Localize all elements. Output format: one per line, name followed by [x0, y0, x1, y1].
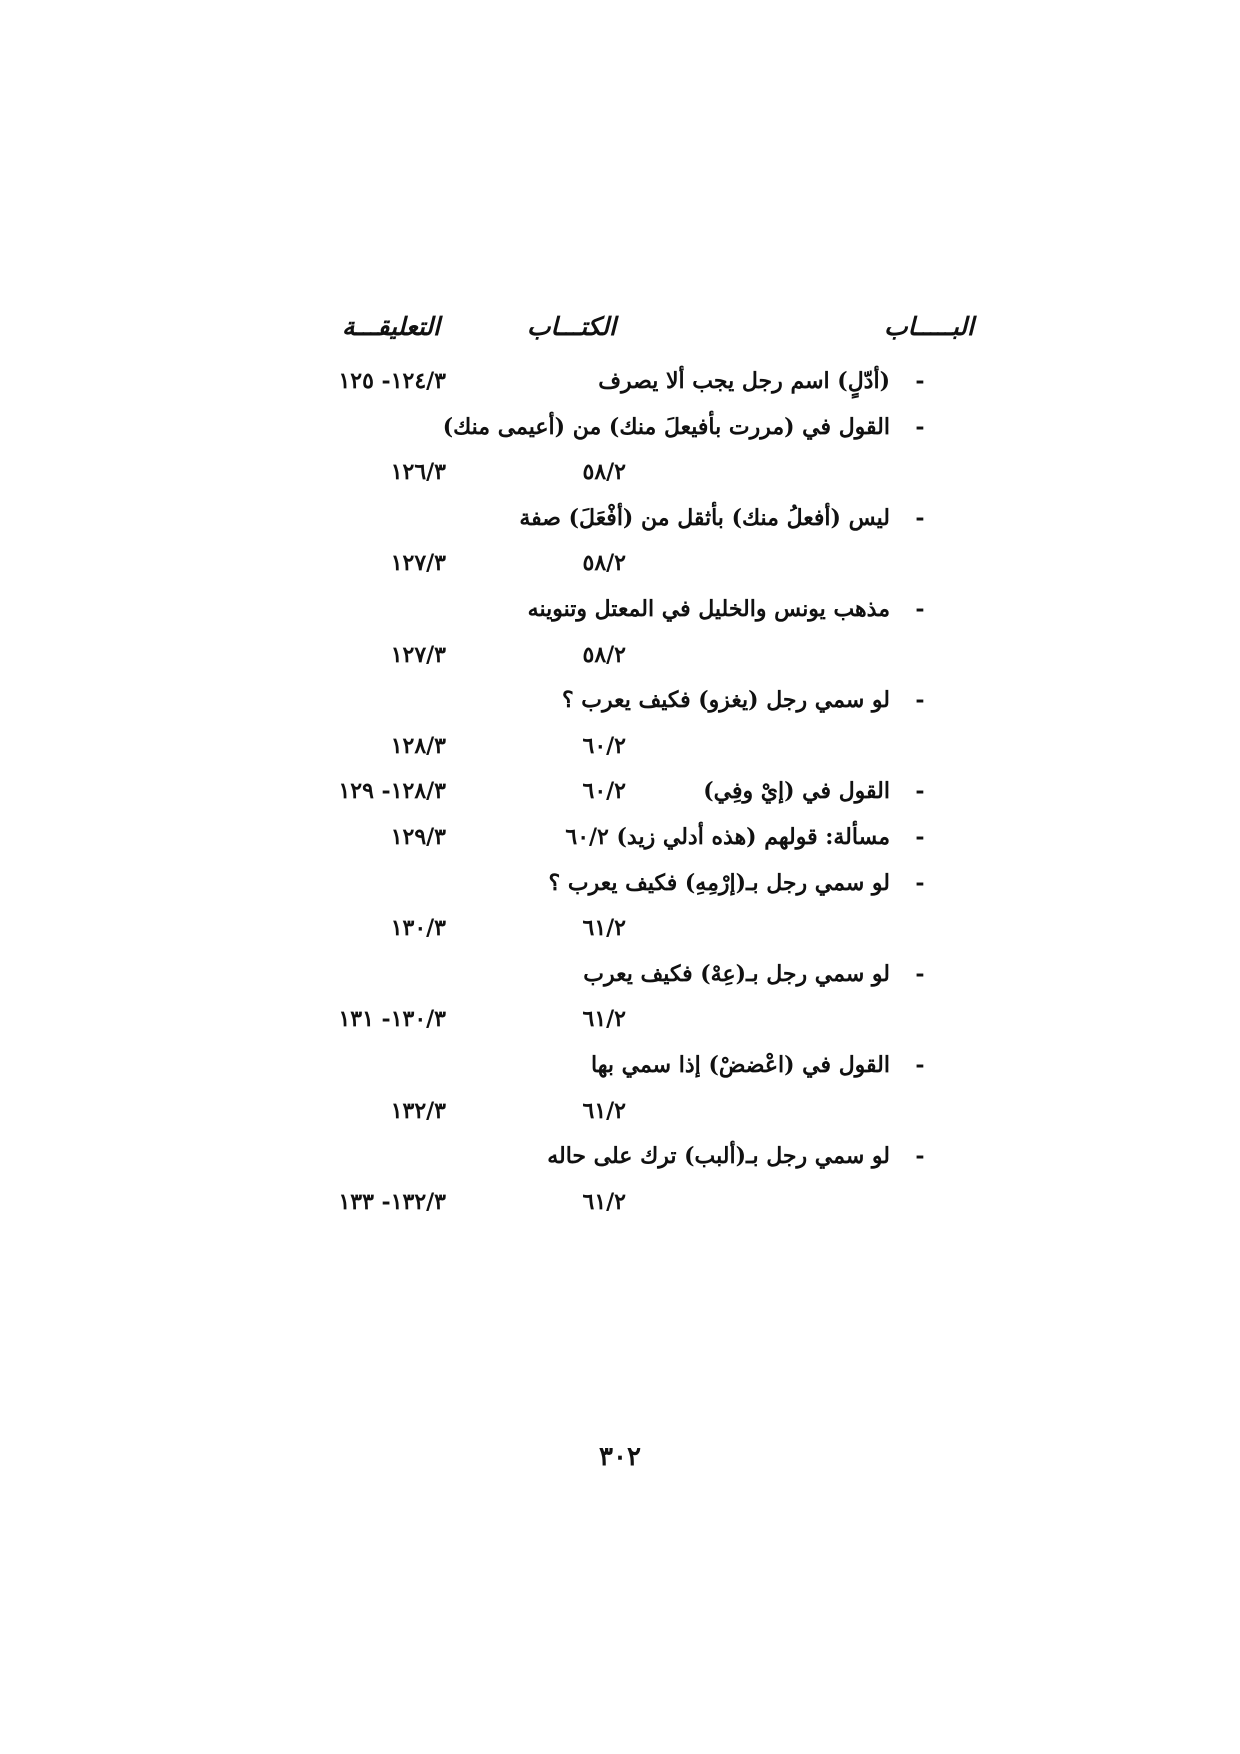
- entry-dash: -: [915, 1052, 925, 1078]
- entry-dash: -: [915, 824, 925, 850]
- entry-dash: -: [915, 1143, 925, 1170]
- entry-title: لو سمي رجل (يغزو) فكيف يعرب ؟: [561, 687, 890, 714]
- entry-dash: -: [915, 504, 925, 531]
- entry-title: لو سمي رجل بـ(ألبب) ترك على حاله: [547, 1143, 890, 1170]
- entry-dash: -: [915, 778, 925, 805]
- index-row: [0, 824, 1240, 864]
- entry-talqa-ref: ١٢٨/٣- ١٢٩: [338, 778, 446, 805]
- entry-dash: -: [915, 960, 925, 987]
- entry-kitab-ref: ٥٨/٢: [582, 641, 626, 668]
- index-row: [0, 870, 1240, 910]
- index-row: [0, 1098, 1240, 1138]
- index-row: [0, 915, 1240, 955]
- entry-dash: -: [915, 413, 925, 440]
- entry-title: لو سمي رجل بـ(عِهْ) فكيف يعرب: [583, 960, 890, 987]
- entry-kitab-ref: ٥٨/٢: [582, 459, 626, 486]
- entry-talqa-ref: ١٢٤/٣- ١٢٥: [338, 368, 446, 394]
- entry-kitab-ref: ٦٠/٢: [582, 778, 626, 805]
- entry-talqa-ref: ١٣٠/٣: [390, 915, 446, 942]
- entry-kitab-ref: ٦١/٢: [582, 1188, 626, 1215]
- entry-title: (أدّلٍ) اسم رجل يجب ألا يصرف: [598, 368, 890, 394]
- index-row: [0, 596, 1240, 636]
- entry-talqa-ref: ١٢٩/٣: [390, 824, 446, 850]
- entry-talqa-ref: ١٣٢/٣- ١٣٣: [338, 1188, 446, 1215]
- index-row: [0, 642, 1240, 682]
- entry-dash: -: [915, 687, 925, 714]
- entry-talqa-ref: ١٣٢/٣: [390, 1097, 446, 1124]
- entry-talqa-ref: ١٢٧/٣: [390, 550, 446, 577]
- index-row: [0, 961, 1240, 1001]
- index-row: [0, 687, 1240, 727]
- index-row: [0, 1189, 1240, 1229]
- entry-title: مسألة: قولهم (هذه أدلي زيد) ٦٠/٢: [565, 824, 890, 850]
- index-row: [0, 1052, 1240, 1092]
- header-bab: البـــــاب: [884, 312, 974, 341]
- entry-kitab-ref: ٦١/٢: [582, 1006, 626, 1033]
- entry-talqa-ref: ١٢٧/٣: [390, 641, 446, 668]
- entry-title: القول في (إيْ وفِي): [703, 778, 890, 805]
- entry-title: القول في (اعْضضْ) إذا سمي بها: [590, 1052, 890, 1078]
- entry-title: ليس (أفعلُ منك) بأثقل من (أفْعَلَ) صفة: [519, 504, 890, 531]
- entry-dash: -: [915, 368, 925, 394]
- entry-title: مذهب يونس والخليل في المعتل وتنوينه: [527, 596, 890, 622]
- index-row: [0, 1143, 1240, 1183]
- entry-kitab-ref: ٦٠/٢: [582, 732, 626, 759]
- index-row: [0, 550, 1240, 590]
- header-talqa: التعليقـــة: [341, 312, 440, 341]
- entry-dash: -: [915, 596, 925, 622]
- index-row: [0, 1006, 1240, 1046]
- index-row: [0, 414, 1240, 454]
- entry-title: لو سمي رجل بـ(إرْمِهِ) فكيف يعرب ؟: [548, 869, 890, 896]
- entry-kitab-ref: ٦١/٢: [582, 915, 626, 942]
- page-number: ٣٠٢: [599, 1442, 641, 1472]
- index-row: [0, 459, 1240, 499]
- index-row: [0, 368, 1240, 408]
- entry-dash: -: [915, 869, 925, 896]
- index-row: [0, 733, 1240, 773]
- entry-talqa-ref: ١٢٨/٣: [390, 732, 446, 759]
- entry-title: القول في (مررت بأفيعلَ منك) من (أعيمى منك): [442, 413, 890, 440]
- header-kitab: الكتـــاب: [526, 312, 616, 341]
- index-row: [0, 778, 1240, 818]
- entry-talqa-ref: ١٣٠/٣- ١٣١: [338, 1006, 446, 1033]
- entry-talqa-ref: ١٢٦/٣: [390, 459, 446, 486]
- entry-kitab-ref: ٦١/٢: [582, 1097, 626, 1124]
- index-row: [0, 505, 1240, 545]
- entry-kitab-ref: ٥٨/٢: [582, 550, 626, 577]
